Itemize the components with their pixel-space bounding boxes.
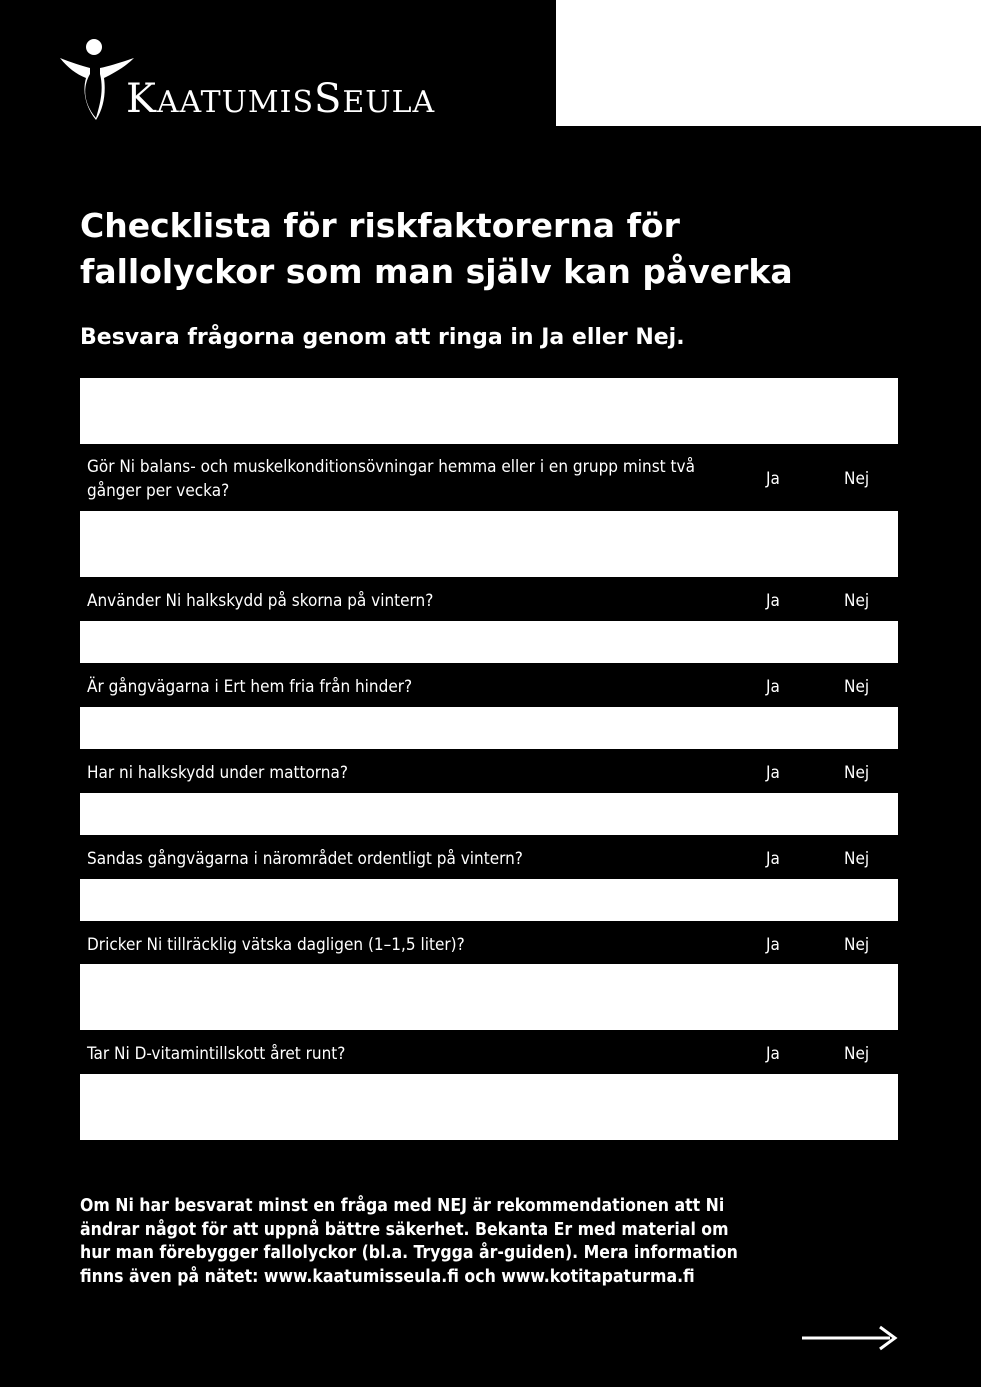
answer-box[interactable] [80, 511, 898, 577]
answer-box[interactable] [80, 621, 898, 663]
question-text: Använder Ni halkskydd på skorna på vintern? [87, 591, 434, 611]
answer-box[interactable] [80, 378, 898, 444]
question-row [80, 454, 898, 504]
question-text: Är gångvägarna i Ert hem fria från hinder? [87, 677, 413, 697]
question-row [80, 846, 898, 872]
answer-box[interactable] [80, 1074, 898, 1140]
question-text: Sandas gångvägarna i närområdet ordentligt på vintern? [87, 849, 523, 869]
answer-yes[interactable]: Ja [766, 763, 780, 783]
answer-no[interactable]: Nej [844, 469, 870, 489]
answer-yes[interactable]: Ja [766, 1044, 780, 1064]
answer-yes[interactable]: Ja [766, 849, 780, 869]
page-title: Checklista för riskfaktorerna för fallolyckor som man själv kan påverka [80, 206, 793, 291]
answer-no[interactable]: Nej [844, 591, 870, 611]
question-text: Tar Ni D-vitamintillskott året runt? [87, 1044, 346, 1064]
logo [60, 38, 440, 122]
answer-yes[interactable]: Ja [766, 935, 780, 955]
footer-text: Om Ni har besvarat minst en fråga med NEJ är rekommendationen att Ni ändrar något för att uppnå bättre säkerhet. Bekanta Er med material om hur man förebygger fallolyckor (bl.a. Trygga år-guiden). Mera information finns även på nätet: www.kaatumisseula.fi och www.kotitapaturma.fi [80, 1196, 738, 1287]
answer-no[interactable]: Nej [844, 1044, 870, 1064]
answer-no[interactable]: Nej [844, 935, 870, 955]
answer-no[interactable]: Nej [844, 849, 870, 869]
brand-name: KAATUMISSEULA [126, 76, 436, 122]
corner-white-block [556, 0, 981, 126]
answer-box[interactable] [80, 964, 898, 1030]
arrow-right-icon[interactable] [802, 1324, 898, 1352]
answer-yes[interactable]: Ja [766, 677, 780, 697]
answer-box[interactable] [80, 879, 898, 921]
question-row [80, 674, 898, 700]
answer-no[interactable]: Nej [844, 677, 870, 697]
question-row [80, 760, 898, 786]
question-text: Gör Ni balans- och muskelkonditionsövningar hemma eller i en grupp minst två gånger per vecka? [87, 457, 695, 501]
question-row [80, 1041, 898, 1067]
answer-box[interactable] [80, 793, 898, 835]
question-row [80, 932, 898, 958]
person-figure-icon [60, 38, 134, 120]
answer-yes[interactable]: Ja [766, 469, 780, 489]
answer-no[interactable]: Nej [844, 763, 870, 783]
question-row [80, 588, 898, 614]
answer-box[interactable] [80, 707, 898, 749]
answer-yes[interactable]: Ja [766, 591, 780, 611]
question-text: Dricker Ni tillräcklig vätska dagligen (1–1,5 liter)? [87, 935, 465, 955]
page-subtitle: Besvara frågorna genom att ringa in Ja eller Nej. [80, 325, 685, 350]
question-text: Har ni halkskydd under mattorna? [87, 763, 348, 783]
